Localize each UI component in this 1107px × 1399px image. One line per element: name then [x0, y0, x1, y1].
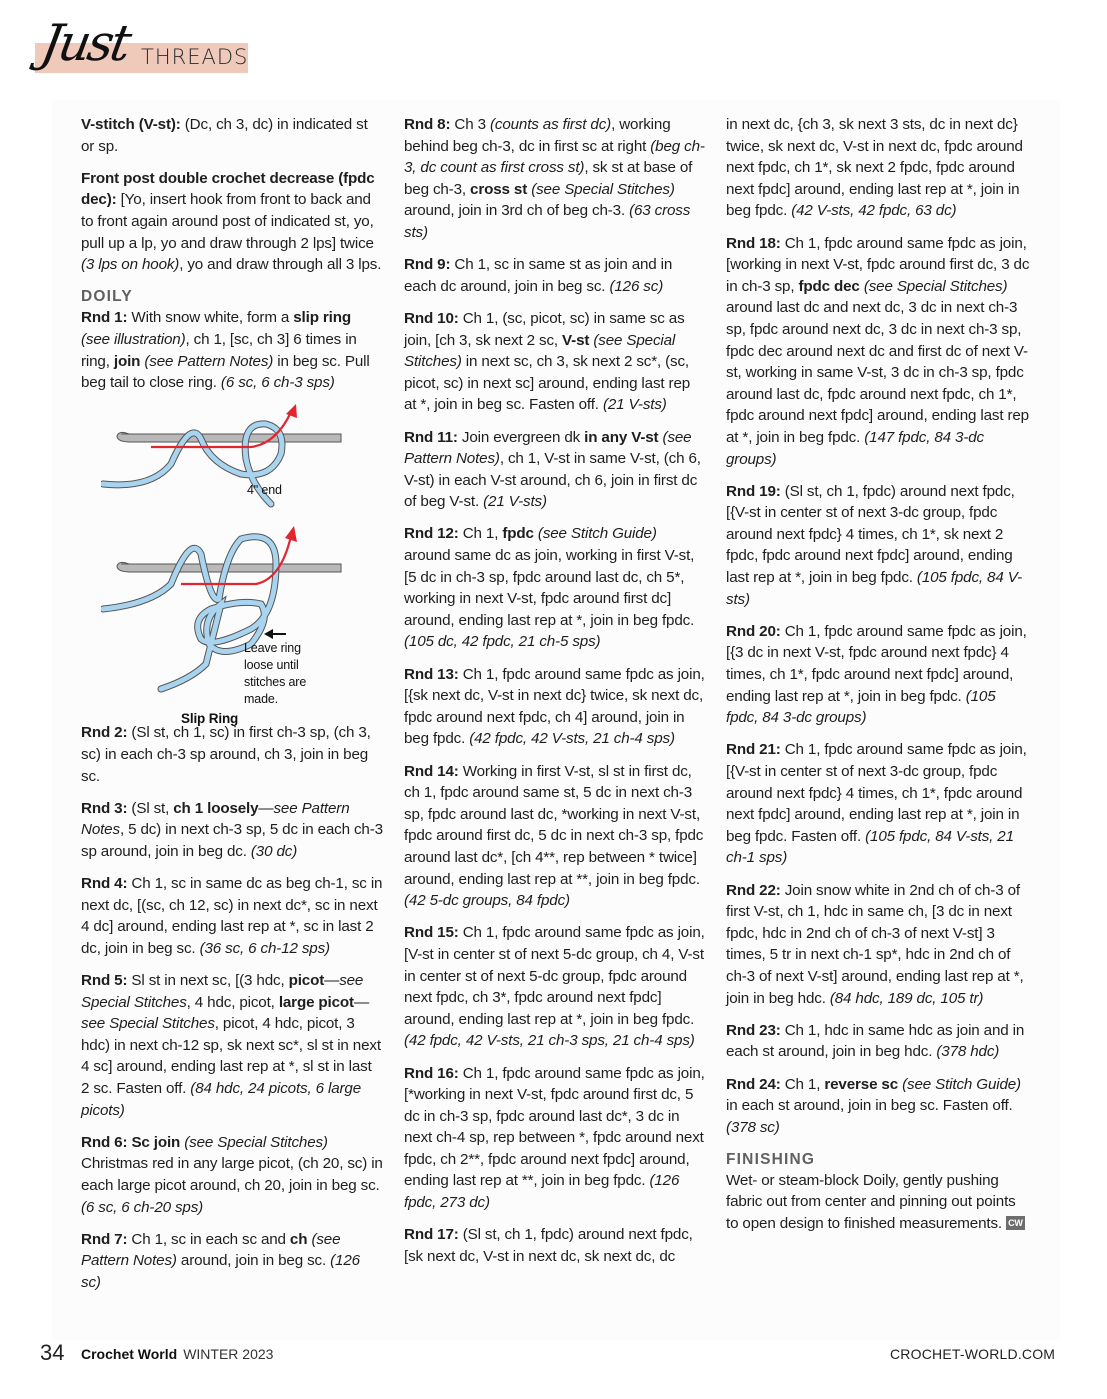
- round-label: Rnd 14:: [404, 762, 459, 780]
- round-label: Rnd 11:: [404, 428, 458, 446]
- round-label: Rnd 6:: [81, 1133, 128, 1151]
- round-13: Rnd 13: Ch 1, fpdc around same fpdc as join, [{sk next dc, V-st in next dc} twice, sk next dc, fpdc around next fpdc, ch 4] around, join in beg fpdc. (42 fpdc, 42 V-sts, 21 ch-4 sps): [404, 665, 705, 748]
- issue-label: WINTER 2023: [183, 1346, 274, 1362]
- round-15: Rnd 15: Ch 1, fpdc around same fpdc as join, [V-st in center st of next 5-dc group, ch 4, V-st in center st of next 5-dc group, fpdc around next fpdc, ch 3*, fpdc around next fpdc] around, ending last rep at *, join in beg fpdc. (42 fpdc, 42 V-sts, 21 ch-3 sps, 21 ch-4 sps): [404, 924, 705, 1050]
- round-5: Rnd 5: Sl st in next sc, [(3 hdc, picot—see Special Stitches, 4 hdc, picot, large picot—see Special Stitches, picot, 4 hdc, picot, 3 hdc) in next ch-12 sp, sk next sc*, sl st in next 4 sc] around, ending last rep at *, sl st in last 2 sc. Fasten off. (84 hdc, 24 picots, 6 large picots): [81, 972, 381, 1119]
- round-label: Rnd 1:: [81, 309, 128, 327]
- round-12: Rnd 12: Ch 1, fpdc (see Stitch Guide) around same dc as join, working in first V-st, [5 dc in ch-3 sp, fpdc around last dc, ch 5*, working in next V-st, fpdc around first dc] around, ending last rep at *, join in beg fpdc. (105 dc, 42 fpdc, 21 ch-5 sps): [404, 525, 695, 651]
- round-label: Rnd 7:: [81, 1230, 128, 1248]
- logo-threads: THREADS: [141, 45, 249, 69]
- logo-script-just: Just: [36, 14, 134, 72]
- finishing-text: Wet- or steam-block Doily, gently pushing fabric out from center and pinning out points to open design to finished measurements. CW: [726, 1171, 1023, 1233]
- footer-magazine: [81, 1346, 273, 1362]
- slip-ring-diagram-icon: [101, 404, 361, 704]
- round-label: Rnd 17:: [404, 1226, 459, 1244]
- figure-label-end: 4" end: [247, 483, 282, 498]
- round-23: Rnd 23: Ch 1, hdc in same hdc as join and in each st around, join in beg hdc. (378 hdc): [726, 1021, 1025, 1061]
- column-2: [404, 114, 706, 1278]
- round-label: Rnd 12:: [404, 525, 459, 543]
- round-label: Rnd 3:: [81, 799, 128, 817]
- round-17-start: Rnd 17: (Sl st, ch 1, fpdc) around next fpdc, [sk next dc, V-st in next dc, sk next dc, dc: [404, 1226, 693, 1265]
- round-24: Rnd 24: Ch 1, reverse sc (see Stitch Guide) in each st around, join in beg sc. Fasten off. (378 sc): [726, 1075, 1021, 1136]
- round-6: Rnd 6: Sc join (see Special Stitches) Christmas red in any large picot, (ch 20, sc) in each large picot around, ch 20, join in beg sc. (6 sc, 6 ch-20 sps): [81, 1133, 383, 1216]
- round-4: Rnd 4: Ch 1, sc in same dc as beg ch-1, sc in next dc, [(sc, ch 12, sc) in next dc*, sc in next 4 dc] around, ending last rep at *, sc in last 2 dc, join in beg sc. (36 sc, 6 ch-12 sps): [81, 875, 383, 957]
- figure-label-ring: Leave ring loose until stitches are made.: [244, 641, 307, 707]
- round-label: Rnd 23:: [726, 1021, 781, 1039]
- column-3: [726, 114, 1031, 1245]
- round-20: Rnd 20: Ch 1, fpdc around same fpdc as join, [{3 dc in next V-st, fpdc around next fpdc} 4 times, ch 1*, fpdc around next fpdc] around, ending last rep at *, join in beg fpdc. (105 fpdc, 84 3-dc groups): [726, 622, 1027, 727]
- round-label: Rnd 2:: [81, 724, 128, 742]
- round-22: Rnd 22: Join snow white in 2nd ch of ch-3 of first V-st, ch 1, hdc in same ch, [3 dc in next fpdc, hdc in 2nd ch of ch-3 of next V-st] 3 times, 5 tr in next ch-1 sp*, hdc in 2nd ch of ch-3 of next V-st] around, ending last rep at *, join in beg hdc. (84 hdc, 189 dc, 105 tr): [726, 881, 1024, 1007]
- round-label: Rnd 18:: [726, 234, 781, 252]
- round-label: Rnd 10:: [404, 309, 459, 327]
- cw-end-badge-icon: CW: [1008, 1218, 1023, 1229]
- round-16: Rnd 16: Ch 1, fpdc around same fpdc as join, [*working in next V-st, fpdc around first dc, 5 dc in ch-3 sp, fpdc around last dc*, 3 dc in next ch-4 sp, rep between *, fpdc around next fpdc, ch 2**, fpdc around next fpdc] around, ending last rep at **, join in beg fpdc. (126 fpdc, 273 dc): [404, 1064, 705, 1212]
- round-14: Rnd 14: Working in first V-st, sl st in first dc, ch 1, fpdc around same st, 5 dc in next ch-3 sp, fpdc around last dc, *working in next V-st, fpdc around first dc, 5 dc in next ch-3 sp, fpdc around last dc*, [ch 4**, rep between * twice] around, ending last rep at **, join in beg fpdc. (42 5-dc groups, 84 fpdc): [404, 762, 704, 910]
- round-label: Rnd 13:: [404, 665, 459, 683]
- round-label: Rnd 15:: [404, 924, 459, 942]
- round-21: Rnd 21: Ch 1, fpdc around same fpdc as join, [{V-st in center st of next 3-dc group, fpdc around next fpdc} 4 times, ch 1*, fpdc around next fpdc] around, ending last rep at *, join in beg fpdc. Fasten off. (105 fpdc, 84 V-sts, 21 ch-1 sps): [726, 741, 1027, 867]
- page-number: 34: [40, 1340, 65, 1365]
- round-8: Rnd 8: Ch 3 (counts as first dc), working behind beg ch-3, dc in first sc at right (beg ch-3, dc count as first cross st), sk st at base of beg ch-3, cross st (see Special Stitches) around, join in 3rd ch of beg ch-3. (63 cross sts): [404, 116, 705, 241]
- round-label: Rnd 16:: [404, 1064, 459, 1082]
- column-1: [81, 114, 383, 1304]
- round-11: Rnd 11: Join evergreen dk in any V-st (see Pattern Notes), ch 1, V-st in same V-st, (ch 6, V-st) in each V-st around, ch 6, join in first dc of beg V-st. (21 V-sts): [404, 428, 701, 511]
- round-18: Rnd 18: Ch 1, fpdc around same fpdc as join, [working in next V-st, fpdc around first dc, 3 dc in ch-3 sp, fpdc dec (see Special Stitches) around last dc and next dc, 3 dc in next ch-3 sp, fpdc around next dc, 3 dc in next ch-3 sp, fpdc dec around next dc and first dc of next V-st, working in same V-st, 3 dc in ch-3 sp, fpdc around last dc, fpdc around next fpdc, ch 1*, fpdc around next fpdc] around, ending last rep at *, join in beg fpdc. (147 fpdc, 84 3-dc groups): [726, 234, 1030, 468]
- footer-url: CROCHET-WORLD.COM: [890, 1346, 1056, 1362]
- slip-ring-illustration: [101, 404, 361, 727]
- section-heading-finishing: FINISHING: [726, 1150, 816, 1168]
- round-label: Rnd 20:: [726, 622, 781, 640]
- round-label: Rnd 5:: [81, 972, 128, 990]
- round-label: Rnd 8:: [404, 116, 451, 133]
- round-3: Rnd 3: (Sl st, ch 1 loosely—see Pattern Notes, 5 dc) in next ch-3 sp, 5 dc in each ch-3 sp around, join in beg dc. (30 dc): [81, 799, 383, 860]
- figure-caption: Slip Ring: [181, 711, 239, 727]
- round-label: Rnd 19:: [726, 482, 781, 500]
- round-10: Rnd 10: Ch 1, (sc, picot, sc) in same sc as join, [ch 3, sk next 2 sc, V-st (see Special Stitches) in next sc, ch 3, sk next 2 sc*, (sc, picot, sc) in next sc] around, ending last rep at *, join in beg sc. Fasten off. (21 V-sts): [404, 309, 691, 414]
- round-label: Rnd 4:: [81, 875, 128, 893]
- round-17-continued: in next dc, {ch 3, sk next 3 sts, dc in next dc} twice, sk next dc, V-st in next dc, fpdc around next fpdc, ch 1*, sk next 2 fpdc, fpdc around next fpdc] around, ending last rep at *, join in beg fpdc. (42 V-sts, 42 fpdc, 63 dc): [726, 116, 1023, 220]
- round-label: Rnd 24:: [726, 1075, 781, 1093]
- round-label: Rnd 21:: [726, 741, 781, 759]
- round-1: Rnd 1: With snow white, form a slip ring (see illustration), ch 1, [sc, ch 3] 6 times in ring, join (see Pattern Notes) in beg sc. Pull beg tail to close ring. (6 sc, 6 ch-3 sps): [81, 309, 370, 392]
- round-2: Rnd 2: (Sl st, ch 1, sc) in first ch-3 sp, (ch 3, sc) in each ch-3 sp around, ch 3, join in beg sc.: [81, 724, 371, 785]
- round-label: Rnd 22:: [726, 881, 781, 899]
- round-label: Rnd 9:: [404, 256, 451, 274]
- magazine-name: Crochet World: [81, 1346, 178, 1362]
- round-9: Rnd 9: Ch 1, sc in same st as join and in each dc around, join in beg sc. (126 sc): [404, 256, 673, 295]
- round-19: Rnd 19: (Sl st, ch 1, fpdc) around next fpdc, [{V-st in center st of next 3-dc group, fpdc around next fpdc} 4 times, ch 1*, sk next 2 fpdc, fpdc around next fpdc] around, ending last rep at *, join in beg fpdc. (105 fpdc, 84 V-sts): [726, 482, 1023, 608]
- special-stitch-fpdc-dec: Front post double crochet decrease (fpdc dec): [Yo, insert hook from front to back and to front again around post of indicated st, yo, pull up a lp, yo and draw through 2 lps] twice (3 lps on hook), yo and draw through all 3 lps.: [81, 169, 382, 274]
- special-stitch-v-st: V-stitch (V-st): (Dc, ch 3, dc) in indicated st or sp.: [81, 116, 368, 155]
- round-7: Rnd 7: Ch 1, sc in each sc and ch (see Pattern Notes) around, join in beg sc. (126 sc): [81, 1230, 360, 1291]
- section-heading-doily: DOILY: [81, 288, 133, 306]
